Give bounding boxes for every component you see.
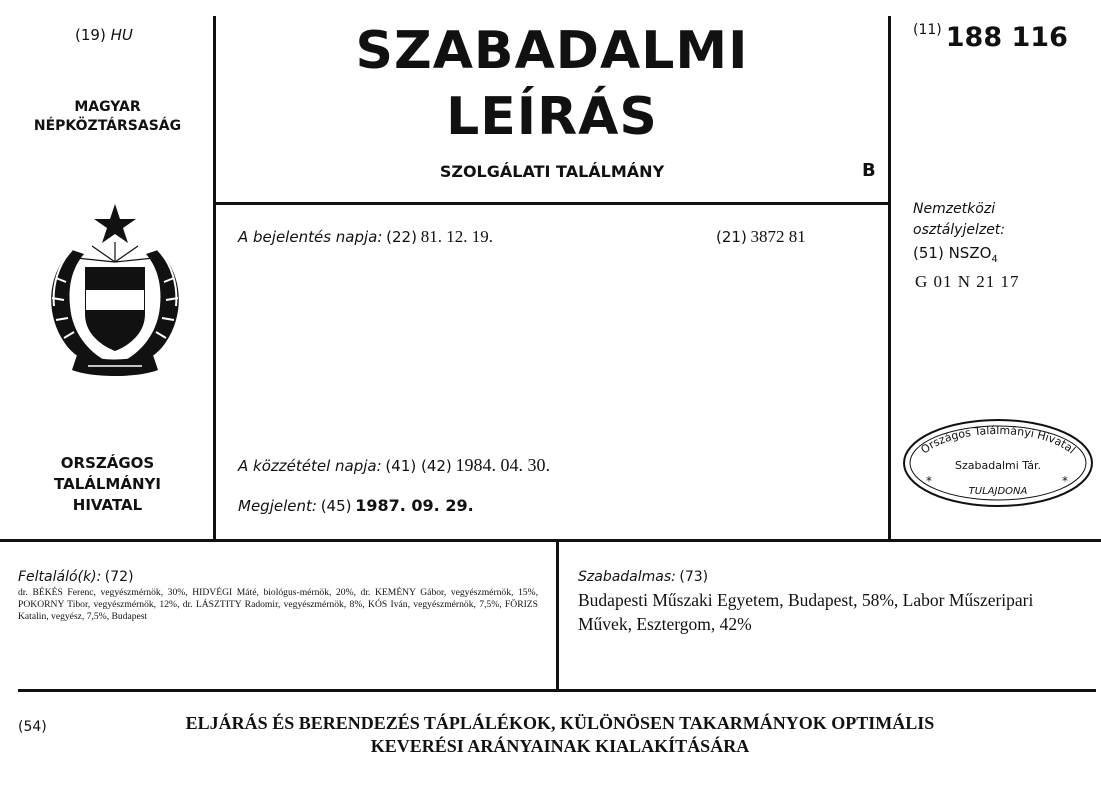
stamp-star-left-icon: * [926,474,932,488]
invention-title-line1: ELJÁRÁS ÉS BERENDEZÉS TÁPLÁLÉKOK, KÜLÖNÖSEN TAKARMÁNYOK OPTIMÁLIS [185,713,935,733]
office-line3: HIVATAL [72,496,143,514]
inventors-heading [18,569,134,586]
patent-office-name [0,453,215,516]
owner-text: Budapesti Műszaki Egyetem, Budapest, 58%, Labor Műszeripari Művek, Esztergom, 42% [578,590,1034,634]
stamp-line3: TULAJDONA [968,486,1028,497]
invention-title [60,712,1060,758]
application-number-value: 3872 81 [750,227,806,246]
filing-code: (22) [386,228,417,246]
divider-top-sections [0,539,1101,542]
classification-label-line1: Nemzetközi [913,201,996,217]
title-line2: LEÍRÁS [446,87,658,147]
owner-heading [578,569,708,586]
divider-bottom-sections [18,689,1096,692]
country-name-line1: MAGYAR [74,99,141,115]
patent-number-value: 188 116 [945,22,1068,53]
filing-date-value: 81. 12. 19. [420,227,493,246]
country-code-value: HU [110,26,133,44]
divider-under-title [213,202,891,205]
coat-of-arms-icon [42,202,188,380]
inventors-text: dr. BÉKÉS Ferenc, vegyészmérnök, 30%, HIDVÉGI Máté, biológus-mérnök, 20%, dr. KEMÉNY Gábor, vegyészmérnök, 15%, POKORNY Tibor, vegyészmérnök, 12%, dr. LÁSZTITY Radomir, vegyészmérnök, 8%, KÓS Iván, vegyészmérnök, 7,5%, FÖRIZS Katalin, vegyész, 7,5%, Budapest [18,587,538,622]
invention-title-code: (54) [18,719,47,735]
appeared-date [238,496,474,516]
inventors-label: Feltaláló(k): [18,569,102,585]
stamp-line1: Országos Találmányi Hivatal [918,423,1078,457]
application-code: (21) [716,228,747,246]
patent-number [913,22,1068,53]
country-code [75,26,133,44]
document-title [216,18,888,150]
stamp-line2: Szabadalmi Tár. [955,459,1041,472]
publication-date [238,455,550,476]
owner-label: Szabadalmas: [578,569,676,585]
appeared-label: Megjelent: [238,497,317,515]
country-name-line2: NÉPKÖZTÁRSASÁG [33,118,182,134]
classification-ipc: G 01 N 21 17 [915,272,1020,291]
publication-code: (41) (42) [385,457,452,475]
publication-label: A közzététel napja: [238,457,382,475]
classification-label [913,199,1005,241]
invention-title-line2: KEVERÉSI ARÁNYAINAK KIALAKÍTÁSÁRA [370,736,750,756]
patent-number-label: (11) [913,22,942,38]
country-name [0,98,215,136]
classification-primary-value: NSZO [948,244,992,262]
application-number [716,227,806,247]
office-line1: ORSZÁGOS [60,454,155,472]
classification-primary [913,244,998,265]
classification-primary-sub: 4 [991,254,998,265]
filing-label: A bejelentés napja: [238,228,383,246]
office-line2: TALÁLMÁNYI [54,475,161,493]
stamp-star-right-icon: * [1062,474,1068,488]
classification-code: (51) [913,244,944,262]
document-subtitle: SZOLGÁLATI TALÁLMÁNY [439,162,665,181]
library-stamp [900,415,1096,511]
appeared-code: (45) [320,497,352,515]
classification-label-line2: osztályjelzet: [913,222,1006,238]
divider-right [888,16,891,540]
title-line1: SZABADALMI [355,21,749,81]
publication-date-value: 1984. 04. 30. [455,455,551,475]
appeared-date-value: 1987. 09. 29. [355,496,474,515]
country-code-label: (19) [75,26,106,44]
filing-date [238,227,493,247]
divider-sections-middle [556,540,559,692]
kind-code: B [862,160,876,181]
owner-code: (73) [679,569,709,585]
inventors-code: (72) [104,569,134,585]
